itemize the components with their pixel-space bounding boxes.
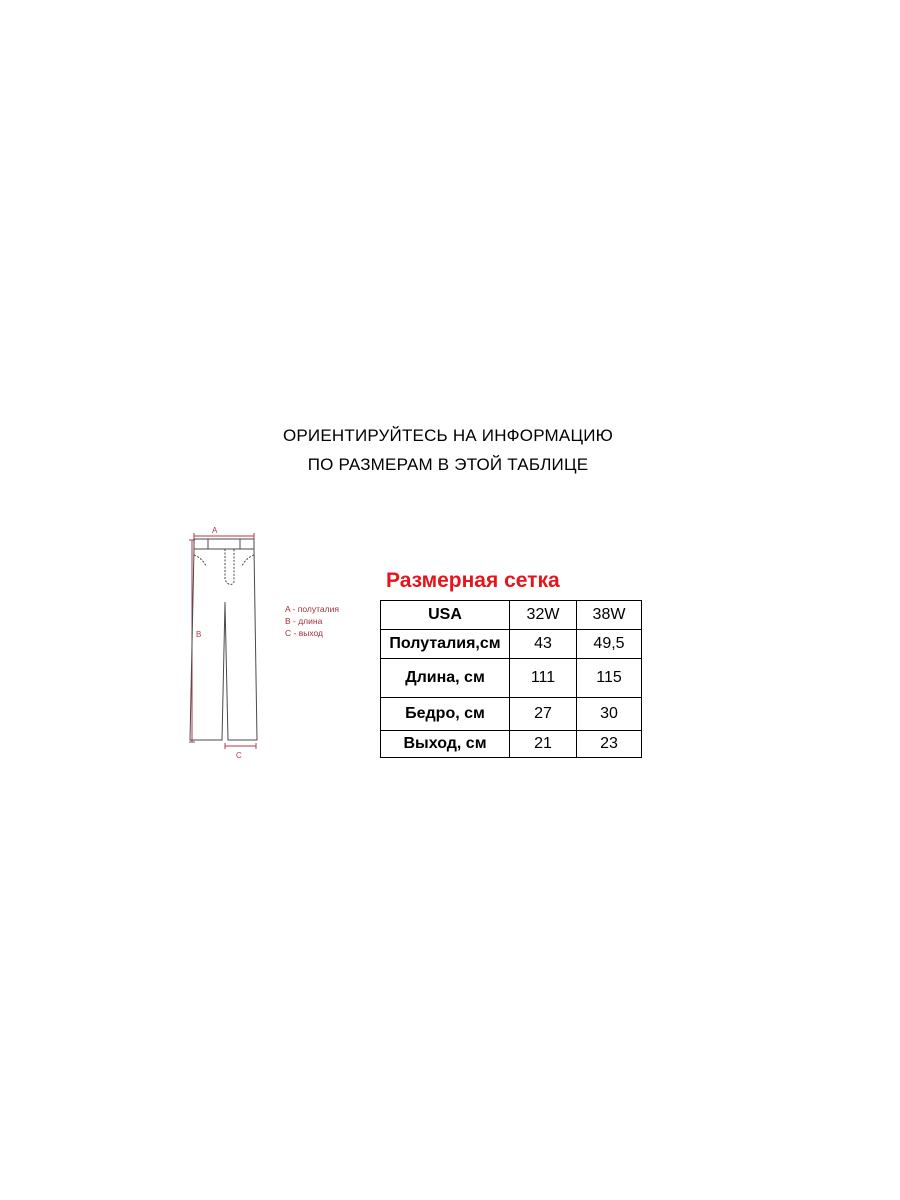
- value-cell: 111: [510, 659, 577, 698]
- legend-item-c: C - выход: [285, 628, 323, 638]
- legend-item-a: A - полуталия: [285, 604, 339, 614]
- pants-diagram: [172, 522, 272, 760]
- pocket-left: [194, 555, 206, 566]
- diagram-legend: [285, 603, 339, 639]
- header-size-cell: 38W: [577, 601, 642, 630]
- table-header-row: [381, 601, 642, 630]
- header-label-cell: USA: [381, 601, 510, 630]
- table-row: [381, 698, 642, 731]
- value-cell: 21: [510, 731, 577, 758]
- size-table-title: Размерная сетка: [386, 569, 560, 592]
- pocket-right: [242, 555, 254, 566]
- label-a: A: [212, 526, 218, 535]
- pants-outline: [190, 539, 257, 740]
- legend-item-b: B - длина: [285, 616, 323, 626]
- heading-line-1: ОРИЕНТИРУЙТЕСЬ НА ИНФОРМАЦИЮ: [282, 426, 614, 445]
- fly-stitch: [225, 549, 234, 585]
- size-table: [380, 600, 642, 758]
- row-label-cell: Бедро, см: [381, 698, 510, 731]
- row-label-cell: Выход, см: [381, 731, 510, 758]
- value-cell: 30: [577, 698, 642, 731]
- leg-outline: [190, 549, 257, 740]
- label-b: B: [196, 630, 202, 639]
- value-cell: 43: [510, 630, 577, 659]
- value-cell: 49,5: [577, 630, 642, 659]
- heading-line-2: ПО РАЗМЕРАМ В ЭТОЙ ТАБЛИЦЕ: [307, 455, 589, 474]
- table-row: [381, 630, 642, 659]
- value-cell: 27: [510, 698, 577, 731]
- row-label-cell: Полуталия,см: [381, 630, 510, 659]
- value-cell: 115: [577, 659, 642, 698]
- value-cell: 23: [577, 731, 642, 758]
- page-heading: [0, 421, 896, 479]
- row-label-cell: Длина, см: [381, 659, 510, 698]
- table-row: [381, 731, 642, 758]
- table-row: [381, 659, 642, 698]
- label-c: C: [236, 751, 242, 760]
- header-size-cell: 32W: [510, 601, 577, 630]
- waistband: [194, 539, 254, 549]
